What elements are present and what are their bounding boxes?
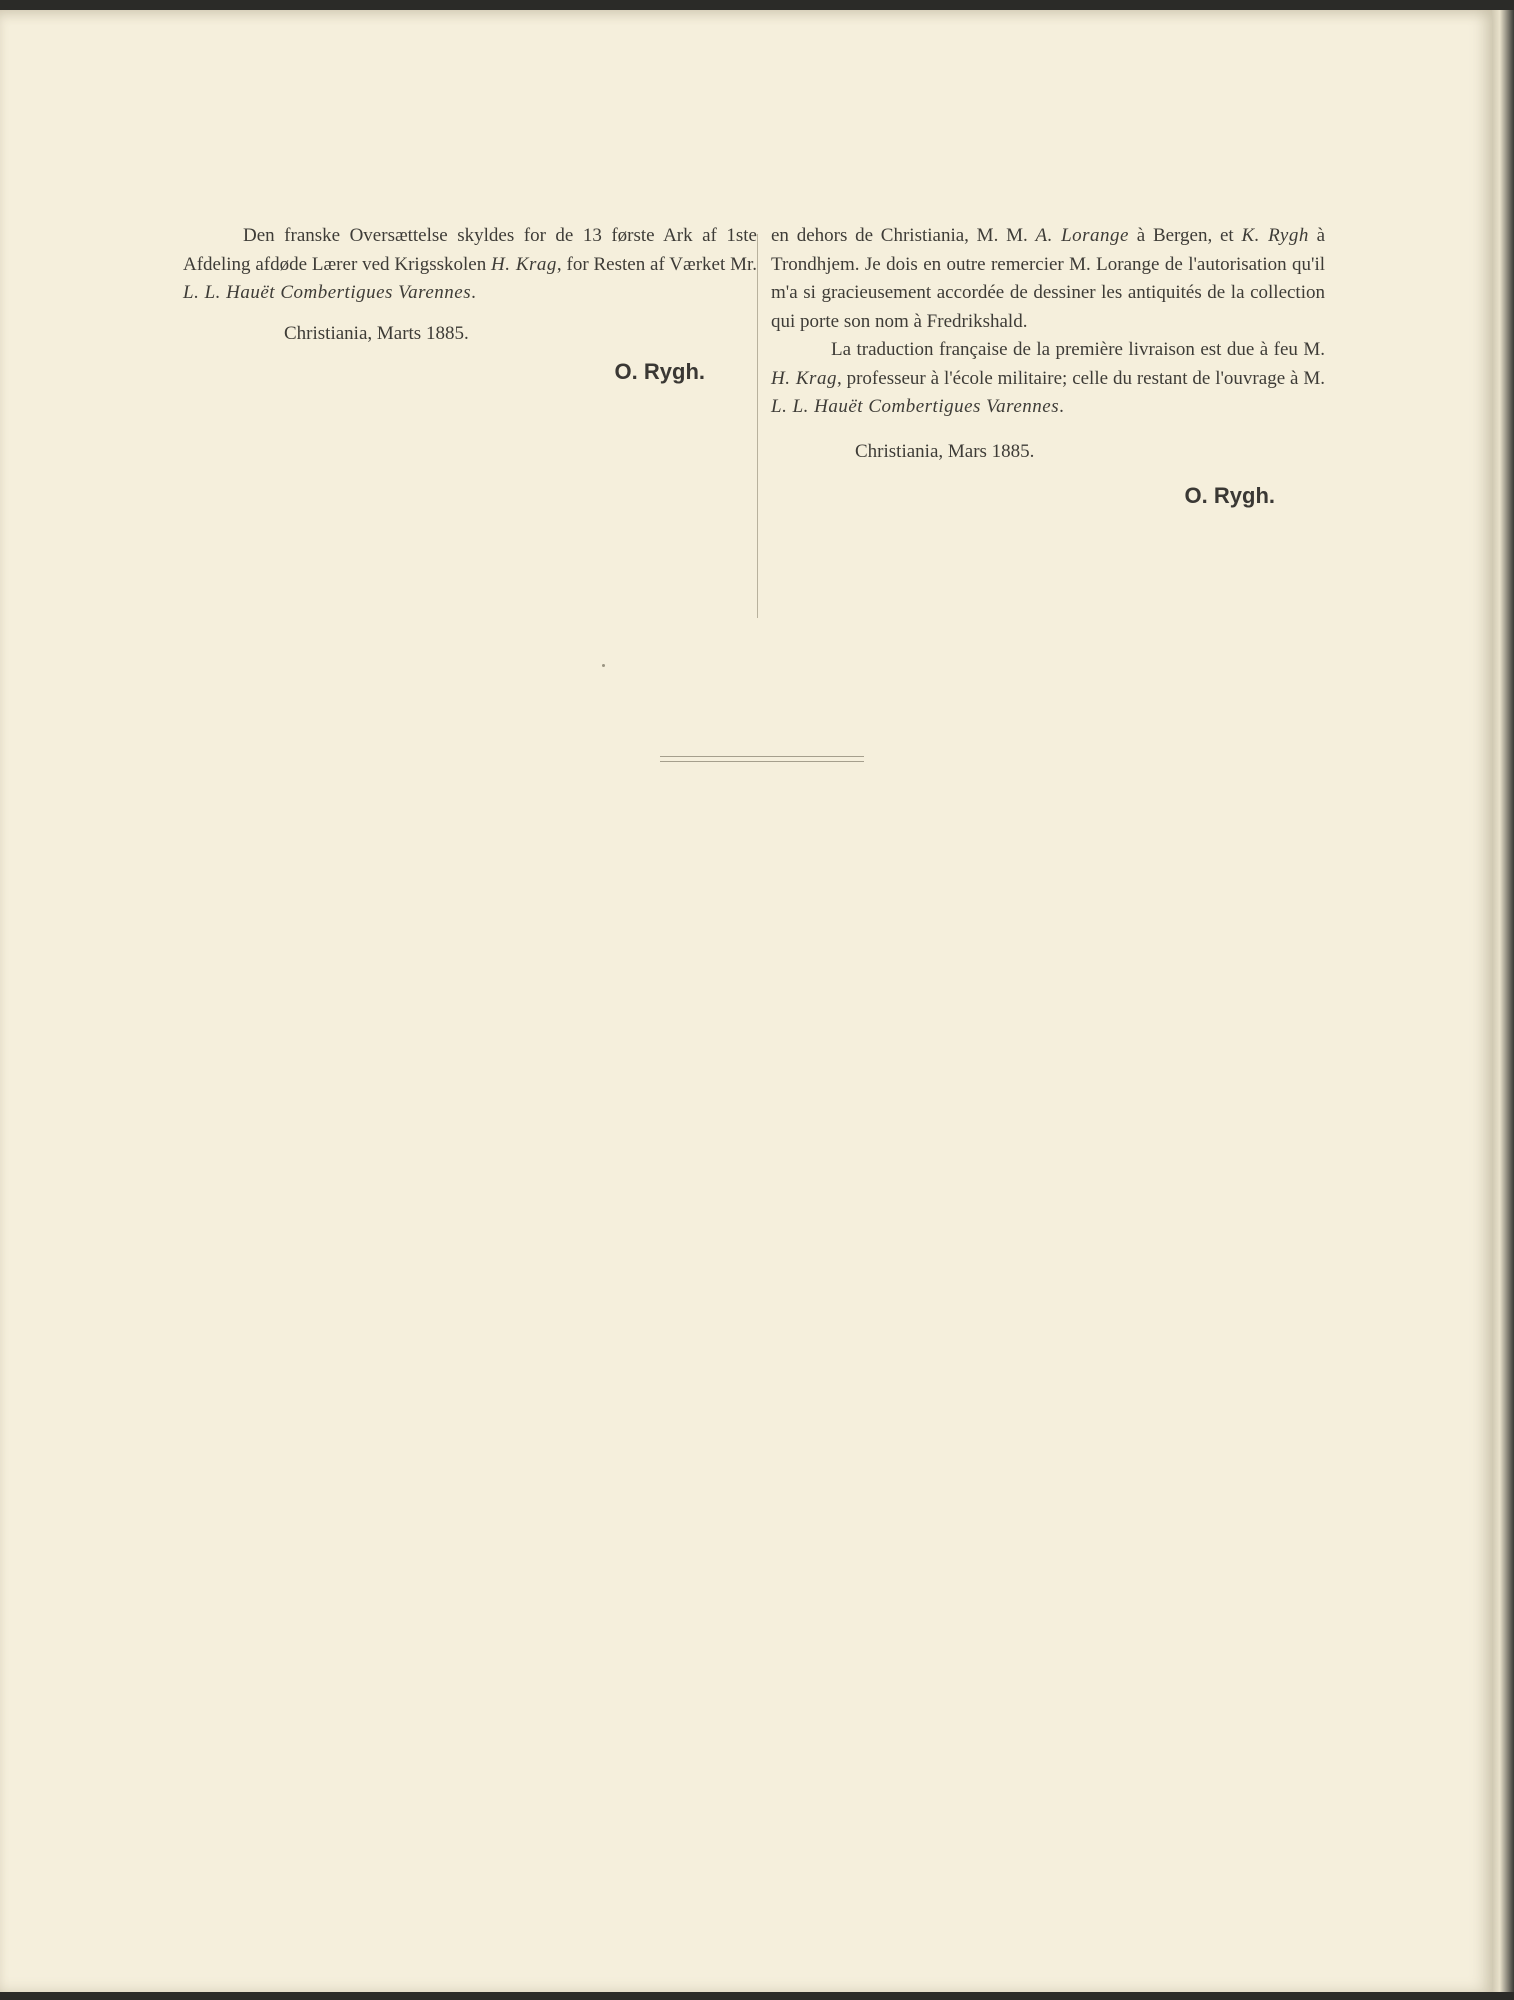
- french-paragraph-1: [771, 222, 1325, 336]
- place-date: Christiania, Mars 1885.: [855, 440, 1035, 462]
- italic-name: K. Rygh: [1241, 225, 1309, 246]
- text-run: .: [1059, 396, 1064, 417]
- text-run: à Trondhjem. Je dois en outre remercier M. Lorange de l'autorisation qu'il m'a si gracieusement accordée de dessiner les antiquités de la collection qui porte son nom à Fredrikshald.: [771, 225, 1326, 332]
- italic-name: H. Krag: [771, 367, 837, 389]
- place-date: Christiania, Marts 1885.: [284, 322, 469, 344]
- text-run: , professeur à l'école militaire; celle du restant de l'ouvrage à M.: [836, 367, 1326, 389]
- signature: O. Rygh.: [614, 359, 705, 384]
- french-column: [771, 222, 1325, 511]
- norwegian-column: [183, 222, 757, 387]
- french-paragraph-2: [771, 336, 1325, 422]
- italic-name: L. L. Hauët Combertigues Varennes: [183, 282, 472, 303]
- signature: O. Rygh.: [1184, 483, 1275, 508]
- norwegian-paragraph: [183, 222, 757, 308]
- text-run: .: [471, 282, 476, 303]
- text-run: , for Resten af Værket Mr.: [556, 253, 757, 275]
- text-run: La traduction française de la première livraison est due à feu M.: [831, 339, 1325, 360]
- italic-name: A. Lorange: [1035, 225, 1129, 246]
- column-divider: [757, 234, 758, 618]
- ornamental-rule: [660, 756, 864, 762]
- italic-name: H. Krag: [491, 253, 557, 275]
- text-run: à Bergen, et: [1129, 225, 1242, 246]
- text-run: Den franske Oversættelse skyldes for de 13 første Ark af 1ste Afdeling afdøde Lærer ved Krigsskolen: [183, 225, 757, 275]
- text-run: en dehors de Christiania, M. M.: [771, 225, 1036, 246]
- italic-name: L. L. Hauët Combertigues Varennes: [771, 396, 1060, 417]
- ink-speck: [602, 664, 605, 667]
- page-edge: [1492, 10, 1514, 1992]
